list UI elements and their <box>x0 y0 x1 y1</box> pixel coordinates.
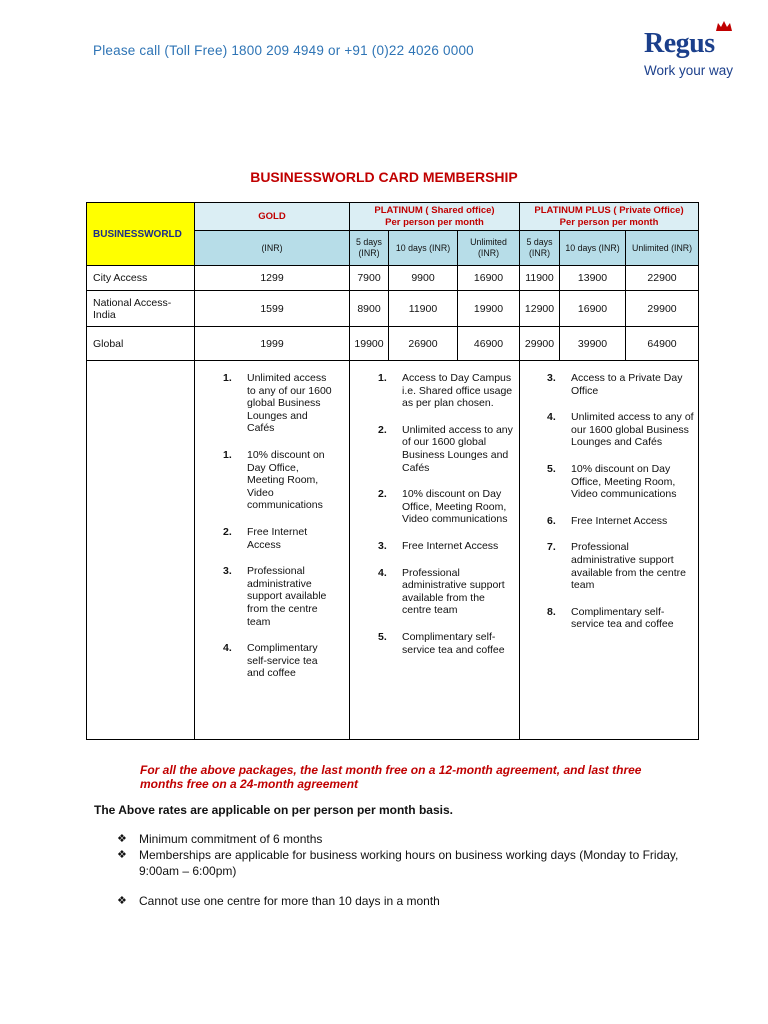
list-item <box>378 540 516 553</box>
features-brand-cell <box>87 361 195 740</box>
list-item <box>378 488 516 526</box>
platinum-unlimited-price: 46900 <box>458 327 520 361</box>
platinum-10days-price: 11900 <box>389 291 458 327</box>
item-text: Unlimited access to any of our 1600 global Business Lounges and Cafés <box>571 411 694 449</box>
regus-logo <box>644 26 754 82</box>
rates-basis-statement: The Above rates are applicable on per person per month basis. <box>94 803 453 817</box>
list-item <box>117 847 697 879</box>
list-item <box>547 411 695 449</box>
item-text: Professional administrative support available from the centre team <box>402 566 505 617</box>
gold-unit-header: (INR) <box>195 231 350 266</box>
platinum-5days-price: 8900 <box>350 291 389 327</box>
diamond-bullet-icon: ❖ <box>117 895 127 907</box>
platinum-unlimited-header: Unlimited (INR) <box>458 231 520 266</box>
note-text: Cannot use one centre for more than 10 days in a month <box>139 894 440 908</box>
platinum-plus-unlimited-header: Unlimited (INR) <box>626 231 699 266</box>
platinum-5days-price: 7900 <box>350 266 389 291</box>
item-text: Free Internet Access <box>571 514 668 527</box>
list-item <box>378 567 516 617</box>
diamond-bullet-icon: ❖ <box>117 849 127 861</box>
platinum-plus-features-cell <box>520 361 699 740</box>
gold-price: 1299 <box>195 266 350 291</box>
logo-word: Regus <box>644 28 715 59</box>
list-item <box>547 372 695 397</box>
terms-list <box>117 831 697 909</box>
platinum-plus-5days-header: 5 days (INR) <box>520 231 560 266</box>
platinum-10days-header: 10 days (INR) <box>389 231 458 266</box>
note-text: Minimum commitment of 6 months <box>139 832 323 846</box>
platinum-plus-unlimited-price: 22900 <box>626 266 699 291</box>
platinum-plus-header <box>520 203 699 231</box>
item-text: Access to a Private Day Office <box>571 372 683 397</box>
platinum-feature-list <box>378 372 516 670</box>
platinum-5days-header: 5 days (INR) <box>350 231 389 266</box>
platinum-features-cell <box>350 361 520 740</box>
header-phone-line: Please call (Toll Free) 1800 209 4949 or +91 (0)22 4026 0000 <box>93 43 474 58</box>
item-text: 10% discount on Day Office, Meeting Room, Video communications <box>247 448 325 512</box>
gold-price: 1999 <box>195 327 350 361</box>
logo-tagline: Work your way <box>644 63 734 78</box>
item-number: 3. <box>547 372 556 384</box>
platinum-10days-price: 26900 <box>389 327 458 361</box>
brand-header-cell: BUSINESSWORLD <box>87 203 195 266</box>
item-text: Complimentary self-service tea and coffee <box>571 605 674 631</box>
table-row <box>87 266 699 291</box>
list-item <box>547 463 695 501</box>
list-item <box>117 831 697 847</box>
platinum-plus-unlimited-price: 29900 <box>626 291 699 327</box>
list-item <box>223 526 337 551</box>
item-number: 3. <box>378 539 387 552</box>
table-row <box>87 327 699 361</box>
list-item <box>117 893 697 909</box>
membership-rates-table <box>86 202 699 740</box>
platinum-5days-price: 19900 <box>350 327 389 361</box>
item-number: 1. <box>378 372 387 384</box>
list-item <box>378 424 516 474</box>
item-number: 1. <box>223 448 232 461</box>
item-text: Unlimited access to any of our 1600 global Business Lounges and Cafés <box>247 372 332 435</box>
item-number: 2. <box>378 488 387 501</box>
diamond-bullet-icon: ❖ <box>117 833 127 845</box>
features-row <box>87 361 699 740</box>
list-item <box>223 642 337 680</box>
item-text: Free Internet Access <box>247 525 308 551</box>
platinum-unlimited-price: 19900 <box>458 291 520 327</box>
item-number: 8. <box>547 605 556 618</box>
row-label: National Access-India <box>87 291 195 327</box>
platinum-plus-10days-header: 10 days (INR) <box>560 231 626 266</box>
list-item <box>547 606 695 631</box>
item-text: 10% discount on Day Office, Meeting Room, Video communications <box>571 462 677 501</box>
row-label: Global <box>87 327 195 361</box>
platinum-plus-5days-price: 11900 <box>520 266 560 291</box>
platinum-plus-10days-price: 16900 <box>560 291 626 327</box>
row-label: City Access <box>87 266 195 291</box>
item-text: Access to Day Campus i.e. Shared office usage as per plan chosen. <box>402 372 513 410</box>
list-item <box>378 372 516 410</box>
item-text: Professional administrative support available from the centre team <box>571 541 686 592</box>
gold-features-cell <box>195 361 350 740</box>
gold-feature-list <box>223 372 337 694</box>
list-item <box>378 631 516 656</box>
item-number: 4. <box>378 566 387 579</box>
list-item <box>223 565 337 628</box>
gold-header: GOLD <box>195 203 350 231</box>
platinum-plus-sublabel: Per person per month <box>559 216 659 228</box>
offer-footnote: For all the above packages, the last month free on a 12-month agreement, and last three months free on a 24-month agreement <box>140 763 642 791</box>
item-number: 4. <box>547 411 556 424</box>
item-number: 4. <box>223 642 232 655</box>
platinum-10days-price: 9900 <box>389 266 458 291</box>
item-number: 2. <box>223 525 232 538</box>
list-item <box>223 449 337 512</box>
platinum-plus-10days-price: 39900 <box>560 327 626 361</box>
document-title: BUSINESSWORLD CARD MEMBERSHIP <box>250 169 518 185</box>
item-number: 2. <box>378 423 387 436</box>
platinum-header <box>350 203 520 231</box>
item-text: Complimentary self-service tea and coffee <box>247 642 318 680</box>
item-text: Free Internet Access <box>402 539 499 552</box>
item-text: Complimentary self-service tea and coffee <box>402 630 505 656</box>
item-number: 1. <box>223 372 232 384</box>
crown-icon <box>714 20 734 32</box>
platinum-unlimited-price: 16900 <box>458 266 520 291</box>
platinum-plus-label: PLATINUM PLUS ( Private Office) <box>534 204 684 216</box>
list-item <box>547 541 695 591</box>
gold-price: 1599 <box>195 291 350 327</box>
item-text: Professional administrative support available from the centre team <box>247 565 327 628</box>
platinum-label: PLATINUM ( Shared office) <box>374 204 495 216</box>
item-number: 6. <box>547 514 556 527</box>
table-row <box>87 291 699 327</box>
list-item <box>547 515 695 528</box>
item-number: 7. <box>547 541 556 554</box>
platinum-sublabel: Per person per month <box>385 216 484 228</box>
item-number: 5. <box>547 462 556 475</box>
item-text: Unlimited access to any of our 1600 global Business Lounges and Cafés <box>402 423 513 474</box>
platinum-plus-5days-price: 29900 <box>520 327 560 361</box>
platinum-plus-5days-price: 12900 <box>520 291 560 327</box>
platinum-plus-feature-list <box>547 372 695 645</box>
item-text: 10% discount on Day Office, Meeting Room, Video communications <box>402 488 508 526</box>
list-item <box>223 372 337 435</box>
item-number: 3. <box>223 565 232 578</box>
item-number: 5. <box>378 630 387 643</box>
platinum-plus-10days-price: 13900 <box>560 266 626 291</box>
note-text: Memberships are applicable for business working hours on business working days (Monday to Friday, 9:00am – 6:00pm) <box>139 848 679 878</box>
platinum-plus-unlimited-price: 64900 <box>626 327 699 361</box>
